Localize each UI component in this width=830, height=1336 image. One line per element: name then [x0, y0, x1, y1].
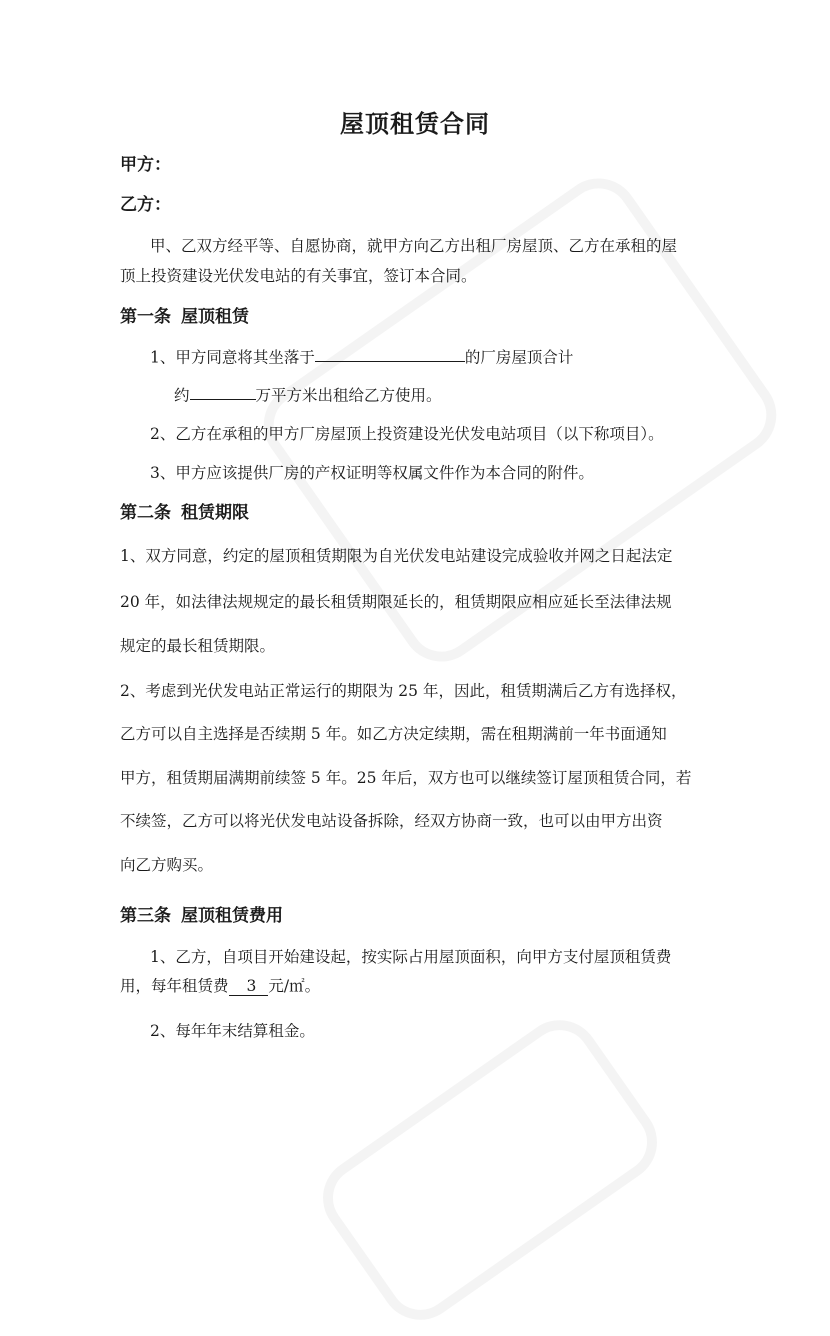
- area-prefix: 约: [174, 386, 190, 405]
- intro-line-2: 顶上投资建设光伏发电站的有关事宜，签订本合同。: [120, 267, 477, 285]
- article-2-line-7: 不续签，乙方可以将光伏发电站设备拆除，经双方协商一致，也可以由甲方出资: [120, 812, 663, 830]
- article-2-line-1: 1、双方同意，约定的屋顶租赁期限为自光伏发电站建设完成验收并网之日起法定: [120, 547, 673, 565]
- area-blank: [190, 383, 256, 400]
- location-blank: [315, 345, 465, 362]
- article-3-item-1-line-1: 1、乙方，自项目开始建设起，按实际占用屋顶面积，向甲方支付屋顶租赁费: [150, 948, 672, 966]
- article-2-line-3: 规定的最长租赁期限。: [120, 637, 276, 655]
- fee-value: 3: [229, 977, 269, 996]
- area-suffix: 万平方米出租给乙方使用。: [255, 386, 442, 405]
- article-1-title: 屋顶租赁: [181, 307, 249, 327]
- article-2-heading: [120, 498, 249, 523]
- article-2-line-6: 甲方，租赁期届满期前续签 5 年。25 年后，双方也可以继续签订屋顶租赁合同，若: [120, 769, 692, 787]
- article-3-number: 第三条: [120, 906, 171, 926]
- article-2-number: 第二条: [120, 503, 171, 523]
- intro-line-1: 甲、乙双方经平等、自愿协商，就甲方向乙方出租厂房屋顶、乙方在承租的屋: [150, 237, 678, 255]
- article-2-line-2: 20 年，如法律法规规定的最长租赁期限延长的，租赁期限应相应延长至法律法规: [120, 593, 672, 611]
- article-1-item-3: 3、甲方应该提供厂房的产权证明等权属文件作为本合同的附件。: [150, 464, 594, 482]
- article-1-item-2: 2、乙方在承租的甲方厂房屋顶上投资建设光伏发电站项目（以下称项目）。: [150, 425, 664, 443]
- article-1-item-1-line-2: [174, 383, 442, 405]
- article-1-item-1-suffix: 的厂房屋顶合计: [464, 348, 574, 367]
- article-2-line-8: 向乙方购买。: [120, 856, 214, 874]
- party-b-label: 乙方：: [120, 195, 171, 215]
- watermark-shape-bottom: [307, 1005, 672, 1336]
- article-1-heading: [120, 302, 249, 327]
- article-3-item-2: 2、每年年末结算租金。: [150, 1022, 315, 1040]
- article-3-title: 屋顶租赁费用: [181, 906, 283, 926]
- party-a-label: 甲方：: [120, 155, 171, 175]
- article-3-heading: [120, 901, 283, 926]
- article-1-item-1-prefix: 1、甲方同意将其坐落于: [150, 348, 315, 367]
- article-2-line-5: 乙方可以自主选择是否续期 5 年。如乙方决定续期，需在租期满前一年书面通知: [120, 725, 667, 743]
- article-2-line-4: 2、考虑到光伏发电站正常运行的期限为 25 年，因此，租赁期满后乙方有选择权，: [120, 682, 687, 700]
- article-1-number: 第一条: [120, 307, 171, 327]
- fee-suffix: 元/㎡。: [268, 977, 321, 995]
- article-3-item-1-line-2: [120, 974, 320, 996]
- article-1-item-1: [150, 345, 573, 367]
- article-2-title: 租赁期限: [181, 503, 249, 523]
- fee-prefix: 用，每年租赁费: [120, 977, 229, 995]
- document-title: 屋顶租赁合同: [340, 109, 490, 138]
